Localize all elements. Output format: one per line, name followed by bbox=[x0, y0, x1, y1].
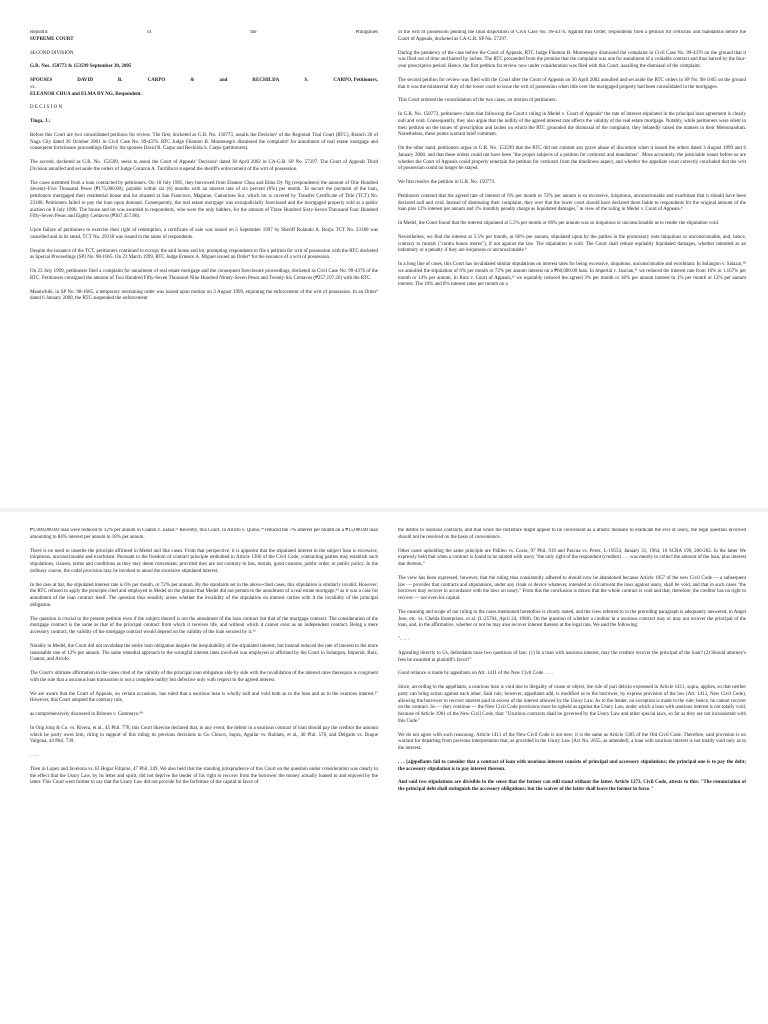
paragraph: Appealing directly to Us, defendants raise two questions of law: (1) In a loan with usurious interest, may the creditor recover the principal of the loan? (2) Should attorney's fees be awarded in plaintiff's favor?" bbox=[398, 650, 746, 663]
page1-right-column bbox=[398, 30, 746, 502]
paragraph: In G.R. No. 150773, petitioners claim that following the Court's ruling in Medel v. Court of Appeals⁶ the rate of interest stipulated in the principal loan agreement is clearly null and void. Consequently, they also argue that the nullity of the agreed interest rate affects the validity of the real estate mortgage. Notably, while petitioners were silent in their petition on the issues of prescription and laches on which the RTC grounded the dismissal of the complaint, they belatedly raised the matters in their Memorandum. Nonetheless, these points warrant brief comment. bbox=[398, 112, 746, 138]
paragraph: In Medel, the Court found that the interest stipulated at 5.5% per month or 66% per annum was so iniquitous or unconscionable as to render the stipulation void. bbox=[398, 221, 720, 226]
party-word: S. bbox=[304, 78, 309, 83]
header-word: of bbox=[147, 30, 152, 35]
paragraph: During the pendency of the case before the Court of Appeals, RTC Judge Filemon B. Montenegro dismissed the complaint in Civil Case No. 99-4376 on the ground that it was filed out of time and barred by laches. The RTC proceeded from the premise that the complaint was one for annulment of a voidable contract and thus barred by the four-year prescriptive period. Hence, the first petition for review now under consideration was filed with this Court, assailing the dismissal of the complaint. bbox=[398, 50, 746, 69]
paragraph: Despite the issuance of the TCT, petitioners continued to occupy the said house and lot, prompting respondents to file a petition for writ of possession with the RTC docketed as Special Proceedings (SP) No. 98-1665. On 23 March 1999, RTC Judge Ernesto A. Miguel issued an Order⁴ for the issuance of a writ of possession. bbox=[30, 248, 378, 261]
division: SECOND DIVISION bbox=[30, 50, 74, 56]
paragraph: In the case at bar, the stipulated interest rate is 6% per month, or 72% per annum. By the standards set in the above-cited cases, this stipulation is similarly invalid. However, the RTC refused to apply the principle cited and employed in Medel on the ground that Medel did not pertain to the annulment of a real estate mortgage,¹⁵ as it was a case for annulment of the loan contract itself. The question thus sensibly arises whether the invalidity of the stipulation on interest carries with it the invalidity of the principal obligation. bbox=[30, 582, 378, 608]
respondents-line: ELEANOR CHUA and ELMA DY NG, Respondent. bbox=[30, 91, 142, 97]
party-word: and bbox=[219, 78, 228, 83]
paragraph: . . . . bbox=[30, 753, 39, 758]
party-word: RECHILDA bbox=[252, 78, 280, 83]
paragraph: as comprehensively discussed in Briones v. Cammayo:¹⁸ bbox=[30, 712, 144, 717]
versus: vs. bbox=[30, 84, 36, 90]
paragraph: Other cases upholding the same principle are Palileo vs. Cosio, 97 Phil. 919 and Pascua vs. Perez, L-19554, January 31, 1964, 10 SCRA 199, 200-202. In the latter We expressly held that when a contract is found to be tainted with usury "the only right of the respondent (creditor) . . . was merely to collect the amount of the loan, plus interest due thereon." bbox=[398, 548, 746, 567]
page2-right-column bbox=[398, 528, 746, 1014]
page2-left-column bbox=[30, 528, 378, 1014]
paragraph: On 23 July 1999, petitioners filed a complaint for annulment of real estate mortgage and the consequent foreclosure proceedings, docketed as Civil Case No. 99-4376 of the RTC. Petitioners consigned the amount of Two Hundred Fifty-Seven Thousand Nine Hundred Ninety-Seven Pesos and Twenty-Six Centavos (₱257,197.26) with the RTC. bbox=[30, 269, 378, 281]
paragraph: Upon failure of petitioners to exercise their right of redemption, a certificate of sale was issued on 5 September 1997 by Sheriff Rolando A. Borja. TCT No. 23180 was cancelled and in its stead, TCT No. 29338 was issued in the name of respondents. bbox=[30, 228, 378, 240]
paragraph: of the writ of possession pending the final disposition of Civil Case No. 99-4376. Against this Order, respondents filed a petition for certiorari and mandamus before the Court of Appeals, docketed as CA-G.R. SP No. 57297. bbox=[398, 30, 746, 42]
ponente: Tinga, J.: bbox=[30, 119, 51, 124]
court-name: SUPREME COURT bbox=[30, 36, 74, 42]
paragraph: Since, according to the appellants, a usurious loan is void due to illegality of cause or object, the rule of pari delicto expressed in Article 1411, supra, applies, so that neither party can bring action against each other. Said rule, however, appellants add, is modified as to the borrower, by express provision of the law (Art. 1413, New Civil Code), allowing the borrower to recover interest paid in excess of the interest allowed by the Usury Law. As to the lender, no exception is made to the rule; hence, he cannot recover on the contract. So — they continue — the New Civil Code provisions must be upheld as against the Usury Law, under which a loan with usurious interest is not totally void, because of Article 1961 of the New Civil Code, that: "Usurious contracts shall be governed by the Usury Law and other special laws, so far as they are not inconsistent with this Code." bbox=[398, 685, 746, 724]
paragraph: We first resolve the petition in G.R. No. 150773. bbox=[398, 180, 496, 185]
paragraph: The view has been expressed, however, that the ruling thus consistently adhered to should now be abandoned because Article 1957 of the new Civil Code — a subsequent law — provides that contracts and stipulations, under any cloak or device whatever, intended to circumvent the laws against usury, shall be void, and that in such cases "the borrower may recover in accordance with the laws on usury." From this the conclusion is drawn that the whole contract is void and that, therefore, the creditor has no right to recover — not even his capital. bbox=[398, 575, 746, 601]
republic-header bbox=[30, 30, 378, 37]
case-number: G.R. Nos. 150773 & 153599 September 30, 2005 bbox=[30, 64, 132, 70]
paragraph: In Ong Jong & Co. vs. Rivera, et al., 45 Phil. 778, this Court likewise declared that, in any event, the debtor in a usurious contract of loan should pay the creditor the amount which he justly owes him, citing in support of this ruling its previous decisions in Go Chioco, Supra, Aguilar vs. Rubiato, et al., 40 Phil. 570, and Delgado vs. Duque Valgona, 44 Phil. 739. bbox=[30, 725, 378, 745]
paragraph: ". . . . bbox=[398, 637, 409, 642]
page1-left-column bbox=[30, 30, 378, 502]
paragraph: This Court ordered the consolidation of the two cases, on motion of petitioners. bbox=[398, 98, 557, 104]
paragraph: We do not agree with such reasoning. Article 1411 of the New Civil Code is not new; it is the same as Article 1305 of the Old Civil Code. Therefore, said provision is no warrant for departing from previous interpretation that, as provided in the Usury Law (Act No. 2655, as amended), a loan with usurious interest is not totally void only as to the interest. bbox=[398, 732, 746, 751]
paragraph: The cases stemmed from a loan contracted by petitioners. On 18 July 1995, they borrowed from Eleanor Chua and Elma Dy Ng (respondents) the amount of One Hundred Seventy-Five Thousand Pesos (₱175,000.00), payable within six (6) months with an interest rate of six percent (6%) per month. To secure the payment of the loan, petitioners mortgaged their residential house and lot situated at San Francisco, Magarao, Camarines Sur, which lot is covered by Transfer Certificate of Title (TCT) No. 23180. Petitioners failed to pay the loan upon demand. Consequently, the real estate mortgage was extrajudicially foreclosed and the mortgaged property sold at a public auction on 8 July 1996. The house and lot was awarded to respondents, who were the only bidders, for the amount of Three Hundred Sixty-Seven Thousand Four Hundred Fifty-Seven Pesos and Eighty Centavos (₱367,457.80). bbox=[30, 180, 378, 220]
party-word: CARPO, Petitioners, bbox=[333, 78, 378, 83]
paragraph: The second petition for review was filed with the Court after the Court of Appeals on 30 April 2002 annulled and set aside the RTC orders in SP No. 98-1665 on the ground that it was the ministerial duty of the lower court to issue the writ of possession when title over the mortgaged property had been consolidated in the mortgagee. bbox=[398, 77, 746, 90]
paragraph: The question is crucial to the present petition even if the subject thereof is not the annulment of the loan contract but that of the mortgage contract. The consideration of the mortgage contract is the same as that of the principal contract from which it receives life, and without which it cannot exist as an independent contract. Being a mere accessory contract, the validity of the mortgage contract would depend on the validity of the loan secured by it.¹⁶ bbox=[30, 616, 378, 635]
header-word: Philippines bbox=[355, 30, 378, 35]
paragraph: Petitioners contend that the agreed rate of interest of 6% per month or 72% per annum is so excessive, iniquitous, unconscionable and exorbitant that it should have been declared null and void. Instead of dismissing their complaint, they aver that the lower court should have declared them liable to respondents for the original amount of the loan plus 12% interest per annum and 1% monthly penalty charge as liquidated damages,⁷ in view of the ruling in Medel v. Court of Appeals.⁸ bbox=[398, 193, 746, 213]
paragraph: The Court's ultimate affirmation in the cases cited of the validity of the principal loan obligation side by side with the invalidation of the interest rates thereupon is congruent with the rule that a usurious loan transaction is not a complete nullity but defective only with respect to the agreed interest. bbox=[30, 671, 378, 683]
header-word: Republic bbox=[30, 30, 49, 35]
petitioners-line bbox=[30, 78, 378, 85]
party-word: & bbox=[190, 78, 195, 83]
party-word: SPOUSES bbox=[30, 78, 53, 83]
decision-heading: D E C I S I O N bbox=[30, 105, 63, 111]
header-word: the bbox=[250, 30, 257, 35]
paragraph: Then in Lopez and Javelona vs. El Hogar Filipino, 47 Phil. 249, We also held that the standing jurisprudence of this Court on the question under consideration was clearly to the effect that the Usury Law, by its letter and spirit, did not deprive the lender of his right to recover from the borrower the money actually loaned to and enjoyed by the latter. This Court went further to say that the Usury Law did not provide for the forfeiture of the capital in favor of bbox=[30, 766, 378, 786]
paragraph: ₱1,000,000.00 loan were reduced to 12% per annum in Cuaton v. Salud.¹³ Recently, this Court, in Arrofo v. Quino,¹⁴ reduced the 7% interest per month on a ₱15,000.00 loan amounting to 84% interest per annum to 18% per annum. bbox=[30, 528, 378, 540]
paragraph: In a long line of cases, this Court has invalidated similar stipulations on interest rates for being excessive, iniquitous, unconscionable and exorbitant. In Solangon v. Salazar,¹⁰ we annulled the stipulation of 6% per month or 72% per annum interest on a ₱60,000.00 loan. In Imperial v. Jaucian,¹¹ we reduced the interest rate from 16% to 1.167% per month or 14% per annum. In Ruiz v. Court of Appeals,¹² we equitably reduced the agreed 3% per month or 36% per annum interest to 1% per month or 12% per annum interest. The 10% and 8% interest rates per month on a bbox=[398, 262, 746, 288]
paragraph: the debtor in usurious contracts, and that while the forfeiture might appear to be convenient as a drastic measure to eradicate the evil of usury, the legal question involved should not be resolved on the basis of convenience. bbox=[398, 528, 746, 540]
paragraph: Meanwhile, in SP No. 98-1665, a temporary restraining order was issued upon motion on 3 August 1999, enjoining the enforcement of the writ of possession. In an Order⁵ dated 6 January 2000, the RTC suspended the enforcement bbox=[30, 289, 378, 302]
document-page-1 bbox=[0, 0, 768, 508]
paragraph: On the other hand, petitioners argue in G.R. No. 153599 that the RTC did not commit any grave abuse of discretion when it issued the orders dated 3 August 1999 and 6 January 2000, and that these orders could not have been "the proper subjects of a petition for certiorari and mandamus". More accurately, the justiciable issues before us are whether the Court of Appeals could properly entertain the petition for certiorari from the timeliness aspect, and whether the appellate court correctly concluded that the writ of possession could no longer be stayed. bbox=[398, 146, 746, 172]
paragraph: The meaning and scope of our ruling in the cases mentioned heretofore is clearly stated, and the view referred to in the preceding paragraph is adequately answered, in Angel Jose, etc. vs. Chelda Enterprises, et al. (L-25704, April 24, 1968). On the question of whether a creditor in a usurious contract may or may not recover the principal of the loan, and, in the affirmative, whether or not he may also recover interest thereon at the legal rate, We said the following: bbox=[398, 609, 746, 629]
party-word: CARPO bbox=[147, 78, 166, 83]
party-word: B. bbox=[117, 78, 123, 83]
paragraph: Great reliance is made by appellants on Art. 1411 of the New Civil Code . . . . bbox=[398, 671, 554, 677]
paragraph: . . . [a]ppellants fail to consider that a contract of loan with usurious interest consists of principal and accessory stipulations; the principal one is to pay the debt; the accessory stipulation is to pay interest thereon. bbox=[398, 759, 746, 772]
paragraph: We are aware that the Court of Appeals, on certain occasions, has ruled that a usurious loan is wholly null and void both as to the loan and as to the usurious interest.¹⁷ However, this Court adopted the contrary rule, bbox=[30, 691, 378, 704]
paragraph: There is no need to unsettle the principle affirmed in Medel and like cases. From that perspective, it is apparent that the stipulated interest in the subject loan is excessive, iniquitous, unconscionable and exorbitant. Pursuant to the freedom of contract principle embodied in Article 1306 of the Civil Code, contracting parties may establish such stipulations, clauses, terms and conditions as they may deem convenient, provided they are not contrary to law, morals, good customs, public order, or public policy. In the ordinary course, the codal provision may be invoked to annul the excessive stipulated interest. bbox=[30, 548, 378, 574]
document-page-2 bbox=[0, 512, 768, 1020]
paragraph: Nevertheless, we find the interest at 5.5% per month, or 66% per annum, stipulated upon by the parties in the promissory note iniquitous or unconscionable, and, hence, contrary to morals ("contra bonos mores"), if not against the law. The stipulation is void. The Court shall reduce equitably liquidated damages, whether intended as an indemnity or a penalty if they are iniquitous or unconscionable.⁹ bbox=[398, 234, 746, 254]
paragraph: Notably in Medel, the Court did not invalidate the entire loan obligation despite the inequitability of the stipulated interest, but instead reduced the rate of interest to the more reasonable rate of 12% per annum. The same remedial approach to the wrongful interest rates involved was employed or affirmed by the Court in Solangon, Imperial, Ruiz, Cuaton, and Arrofo. bbox=[30, 643, 378, 663]
paragraph: Before this Court are two consolidated petitions for review. The first, docketed as G.R. No. 150773, assails the Decision¹ of the Regional Trial Court (RTC), Branch 26 of Naga City dated 26 October 2001 in Civil Case No. 99-4376. RTC Judge Filemon B. Montenegro dismissed the complaint² for annulment of real estate mortgage and consequent foreclosure proceedings filed by the spouses David B. Carpo and Rechilda S. Carpo (petitioners). bbox=[30, 132, 378, 152]
paragraph: And said two stipulations are divisible in the sense that the former can still stand without the latter. Article 1273, Civil Code, attests to this: "The renunciation of the principal debt shall extinguish the accessory obligations; but the waiver of the latter shall leave the former in force." bbox=[398, 780, 746, 792]
paragraph: The second, docketed as G.R. No. 153599, seeks to annul the Court of Appeals' Decision³ dated 30 April 2002 in CA-G.R. SP No. 57297. The Court of Appeals Third Division annulled and set aside the orders of Judge Corazon A. Tordilla to suspend the sheriff's enforcement of the writ of possession. bbox=[30, 160, 378, 172]
party-word: DAVID bbox=[77, 78, 93, 83]
